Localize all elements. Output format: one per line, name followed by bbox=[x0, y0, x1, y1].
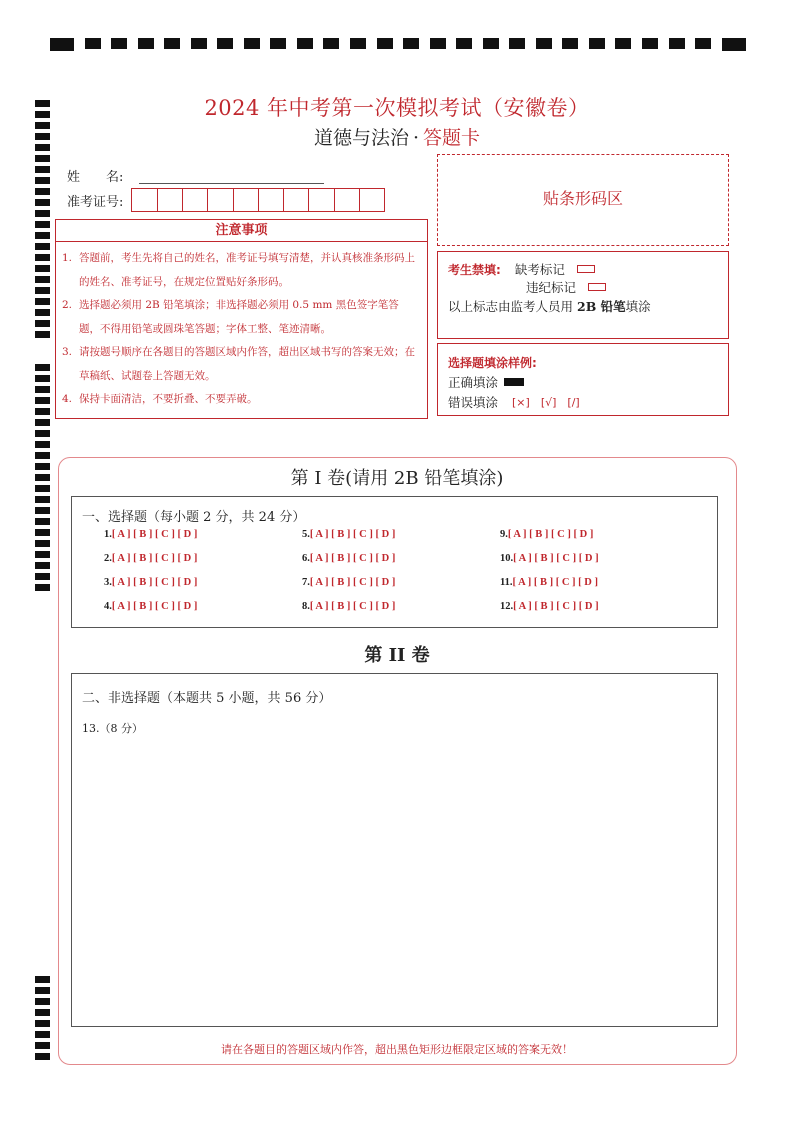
name-field[interactable] bbox=[139, 168, 324, 184]
timing-mark bbox=[35, 507, 50, 514]
timing-mark bbox=[536, 38, 552, 49]
timing-mark bbox=[35, 562, 50, 569]
timing-mark bbox=[35, 573, 50, 580]
timing-mark bbox=[191, 38, 207, 49]
timing-mark bbox=[509, 38, 525, 49]
id-row bbox=[67, 188, 385, 212]
choice-question-3[interactable] bbox=[104, 577, 197, 588]
timing-mark bbox=[35, 166, 50, 173]
choice-section-title: 一、选择题（每小题 2 分，共 24 分） bbox=[82, 510, 306, 525]
timing-mark bbox=[589, 38, 605, 49]
timing-mark bbox=[35, 298, 50, 305]
option-bubbles[interactable]: [ A ] [ B ] [ C ] [ D ] bbox=[309, 529, 396, 540]
timing-mark bbox=[35, 419, 50, 426]
choice-question-4[interactable] bbox=[104, 601, 197, 612]
top-timing-marks bbox=[50, 38, 746, 51]
timing-mark bbox=[111, 38, 127, 49]
violation-mark-box[interactable] bbox=[588, 283, 606, 291]
forbid-note: 以上标志由监考人员用 2B 铅笔填涂 bbox=[448, 299, 651, 314]
timing-mark bbox=[35, 987, 50, 994]
option-bubbles[interactable]: [ A ] [ B ] [ C ] [ D ] bbox=[513, 601, 599, 612]
timing-mark bbox=[403, 38, 419, 49]
correct-label: 正确填涂 bbox=[448, 375, 499, 390]
id-label: 准考证号: bbox=[67, 194, 124, 210]
question-number: 4. bbox=[104, 601, 112, 612]
option-bubbles[interactable]: [ A ] [ B ] [ C ] [ D ] bbox=[309, 553, 396, 564]
timing-mark bbox=[35, 1020, 50, 1027]
option-bubbles[interactable]: [ A ] [ B ] [ C ] [ D ] bbox=[512, 577, 598, 588]
timing-mark bbox=[35, 976, 50, 983]
sheet-label: 答题卡 bbox=[423, 127, 481, 149]
question-number: 6. bbox=[302, 553, 310, 564]
timing-mark bbox=[35, 386, 50, 393]
timing-mark bbox=[35, 221, 50, 228]
question-number: 11. bbox=[500, 577, 513, 588]
notice-title: 注意事项 bbox=[56, 220, 427, 242]
timing-mark bbox=[35, 1031, 50, 1038]
timing-mark bbox=[430, 38, 446, 49]
question-number: 2. bbox=[104, 553, 112, 564]
choice-question-12[interactable] bbox=[500, 601, 599, 612]
question-13-label: 13.（8 分） bbox=[82, 722, 143, 735]
absent-mark-box[interactable] bbox=[577, 265, 595, 273]
choice-question-6[interactable] bbox=[302, 553, 395, 564]
non-choice-section[interactable] bbox=[71, 673, 718, 1027]
exam-subtitle: 道德与法治 · 答题卡 bbox=[313, 127, 481, 149]
option-bubbles[interactable]: [ A ] [ B ] [ C ] [ D ] bbox=[111, 553, 198, 564]
timing-mark bbox=[483, 38, 499, 49]
timing-mark bbox=[35, 276, 50, 283]
timing-mark bbox=[323, 38, 339, 49]
timing-mark bbox=[270, 38, 286, 49]
timing-mark bbox=[35, 430, 50, 437]
timing-mark bbox=[35, 1009, 50, 1016]
timing-mark bbox=[138, 38, 154, 49]
choice-question-5[interactable] bbox=[302, 529, 395, 540]
choice-question-9[interactable] bbox=[500, 529, 593, 540]
timing-mark bbox=[35, 254, 50, 261]
timing-mark bbox=[35, 529, 50, 536]
timing-mark bbox=[35, 210, 50, 217]
notice-item: 3. 请按题号顺序在各题目的答题区域内作答，超出区域书写的答案无效；在草稿纸、试题卷上答题无效。 bbox=[62, 346, 415, 382]
timing-mark bbox=[35, 408, 50, 415]
timing-mark bbox=[377, 38, 393, 49]
timing-mark bbox=[35, 331, 50, 338]
timing-mark bbox=[35, 364, 50, 371]
subject-name: 道德与法治 bbox=[313, 127, 409, 149]
timing-mark bbox=[50, 38, 74, 51]
notice-panel bbox=[55, 219, 428, 419]
timing-mark bbox=[35, 375, 50, 382]
notice-item: 1. 答题前，考生先将自己的姓名，准考证号填写清楚，并认真核准条形码上的姓名、准考证号，在规定位置贴好条形码。 bbox=[62, 252, 415, 288]
choice-question-8[interactable] bbox=[302, 601, 395, 612]
part1-title: 第 I 卷(请用 2B 铅笔填涂) bbox=[290, 468, 504, 489]
absent-label: 缺考标记 bbox=[514, 262, 565, 277]
timing-mark bbox=[35, 188, 50, 195]
timing-mark bbox=[35, 397, 50, 404]
option-bubbles[interactable]: [ A ] [ B ] [ C ] [ D ] bbox=[111, 529, 198, 540]
correct-fill-sample bbox=[504, 378, 524, 386]
question-number: 3. bbox=[104, 577, 112, 588]
name-row bbox=[67, 166, 324, 185]
timing-mark bbox=[615, 38, 631, 49]
question-number: 10. bbox=[500, 553, 514, 564]
notice-item: 2. 选择题必须用 2B 铅笔填涂；非选择题必须用 0.5 mm 黑色签字笔答题，不得用铅笔或圆珠笔答题；字体工整、笔迹清晰。 bbox=[62, 299, 399, 335]
timing-mark bbox=[35, 452, 50, 459]
wrong-fill-samples: [×] [√] [/] bbox=[512, 396, 580, 409]
sample-title: 选择题填涂样例: bbox=[448, 355, 537, 370]
timing-mark bbox=[85, 38, 101, 49]
choice-question-2[interactable] bbox=[104, 553, 197, 564]
forbid-label: 考生禁填: bbox=[448, 262, 501, 277]
option-bubbles[interactable]: [ A ] [ B ] [ C ] [ D ] bbox=[111, 601, 198, 612]
timing-mark bbox=[456, 38, 472, 49]
timing-mark bbox=[244, 38, 260, 49]
timing-mark bbox=[35, 265, 50, 272]
timing-mark bbox=[35, 320, 50, 327]
timing-mark bbox=[669, 38, 685, 49]
choice-question-7[interactable] bbox=[302, 577, 395, 588]
name-label: 姓 名: bbox=[67, 170, 124, 185]
timing-mark bbox=[562, 38, 578, 49]
question-number: 8. bbox=[302, 601, 310, 612]
timing-mark bbox=[35, 232, 50, 239]
option-bubbles[interactable]: [ A ] [ B ] [ C ] [ D ] bbox=[507, 529, 594, 540]
timing-mark bbox=[164, 38, 180, 49]
timing-mark bbox=[722, 38, 746, 51]
timing-mark bbox=[35, 441, 50, 448]
footer-warning: 请在各题目的答题区域内作答，超出黑色矩形边框限定区域的答案无效！ bbox=[221, 1043, 573, 1056]
choice-question-1[interactable] bbox=[104, 529, 197, 540]
timing-mark bbox=[35, 998, 50, 1005]
timing-mark bbox=[35, 309, 50, 316]
barcode-area: 贴条形码区 bbox=[437, 154, 729, 246]
timing-mark bbox=[35, 584, 50, 591]
wrong-label: 错误填涂 bbox=[448, 395, 499, 410]
proctor-marks-panel bbox=[437, 251, 729, 339]
question-number: 1. bbox=[104, 529, 112, 540]
non-choice-section-title: 二、非选择题（本题共 5 小题，共 56 分） bbox=[82, 691, 332, 706]
fill-sample-panel bbox=[437, 343, 729, 416]
option-bubbles[interactable]: [ A ] [ B ] [ C ] [ D ] bbox=[513, 553, 599, 564]
part2-title: 第 II 卷 bbox=[364, 645, 430, 666]
timing-mark bbox=[642, 38, 658, 49]
question-number: 5. bbox=[302, 529, 310, 540]
timing-mark bbox=[35, 155, 50, 162]
option-bubbles[interactable]: [ A ] [ B ] [ C ] [ D ] bbox=[309, 577, 396, 588]
notice-item: 4. 保持卡面清洁，不要折叠、不要弄破。 bbox=[62, 393, 258, 405]
timing-mark bbox=[297, 38, 313, 49]
question-number: 12. bbox=[500, 601, 514, 612]
timing-mark bbox=[35, 540, 50, 547]
exam-title: 2024 年中考第一次模拟考试（安徽卷） bbox=[204, 96, 590, 120]
timing-mark bbox=[35, 496, 50, 503]
choice-question-11[interactable] bbox=[500, 577, 598, 588]
timing-mark bbox=[695, 38, 711, 49]
timing-mark bbox=[350, 38, 366, 49]
question-number: 7. bbox=[302, 577, 310, 588]
timing-mark bbox=[35, 518, 50, 525]
choice-section bbox=[71, 496, 718, 628]
id-boxes[interactable] bbox=[131, 188, 385, 212]
option-bubbles[interactable]: [ A ] [ B ] [ C ] [ D ] bbox=[309, 601, 396, 612]
timing-mark bbox=[35, 551, 50, 558]
timing-mark bbox=[35, 287, 50, 294]
timing-mark bbox=[35, 177, 50, 184]
question-number: 9. bbox=[500, 529, 508, 540]
violation-label: 违纪标记 bbox=[526, 280, 577, 295]
timing-mark bbox=[217, 38, 233, 49]
choice-question-10[interactable] bbox=[500, 553, 599, 564]
timing-mark bbox=[35, 199, 50, 206]
option-bubbles[interactable]: [ A ] [ B ] [ C ] [ D ] bbox=[111, 577, 198, 588]
timing-mark bbox=[35, 243, 50, 250]
